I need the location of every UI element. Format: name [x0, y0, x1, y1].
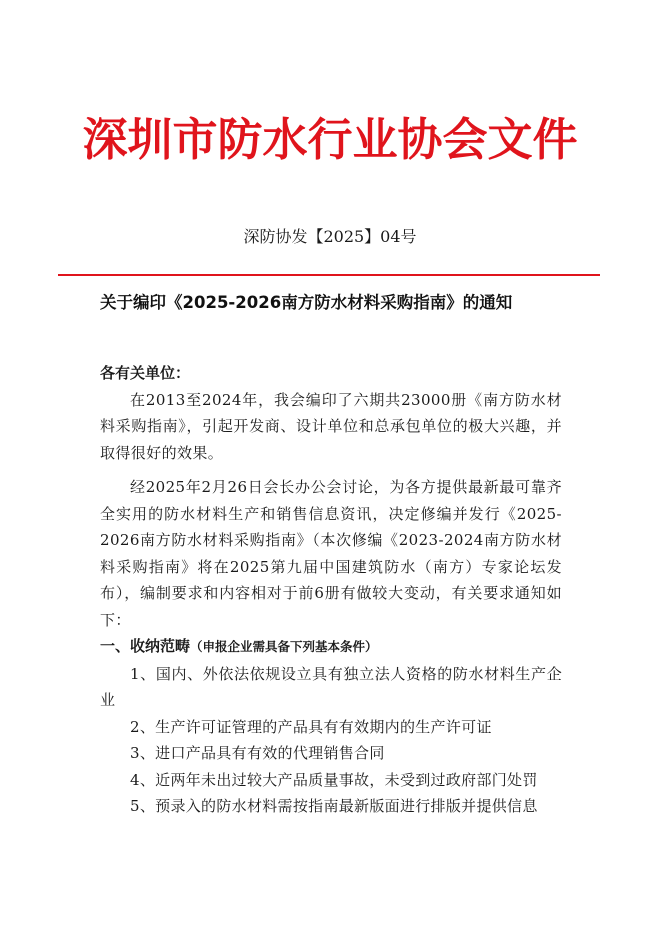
section-heading-note: （申报企业需具备下列基本条件）: [190, 639, 378, 654]
salutation: 各有关单位：: [100, 364, 191, 382]
paragraph-2: 经2025年2月26日会长办公会讨论，为各方提供最新最可靠齐全实用的防水材料生产和销售信息资讯，决定修编并发行《2025-2026南方防水材料采购指南》（本次修编《2023-2024南方防水材料采购指南》将在2025第九届中国建筑防水（南方）专家论坛发布），编制要求和内容相对于前6册有做较大变动，有关要求通知如下：: [100, 478, 562, 629]
notice-body: [100, 360, 562, 820]
section-heading-scope: [100, 633, 562, 661]
list-item: 4、近两年未出过较大产品质量事故，未受到过政府部门处罚: [130, 770, 538, 789]
document-number: 深防协发【2025】04号: [243, 227, 417, 246]
org-header-title: 深圳市防水行业协会文件: [82, 113, 578, 166]
paragraph-1: 在2013至2024年，我会编印了六期共23000册《南方防水材料采购指南》，引起开发商、设计单位和总承包单位的极大兴趣，并取得很好的效果。: [100, 390, 562, 462]
list-item: 1、国内、外依法依规设立具有独立法人资格的防水材料生产企业: [100, 664, 562, 709]
list-item: 3、进口产品具有有效的代理销售合同: [130, 744, 385, 762]
red-divider-line: [58, 274, 600, 276]
list-item: 5、预录入的防水材料需按指南最新版面进行排版并提供信息: [130, 797, 538, 815]
notice-title: 关于编印《2025-2026南方防水材料采购指南》的通知: [100, 293, 513, 312]
list-item: 2、生产许可证管理的产品具有有效期内的生产许可证: [130, 717, 492, 736]
section-heading-label: 一、收纳范畴: [100, 637, 191, 655]
